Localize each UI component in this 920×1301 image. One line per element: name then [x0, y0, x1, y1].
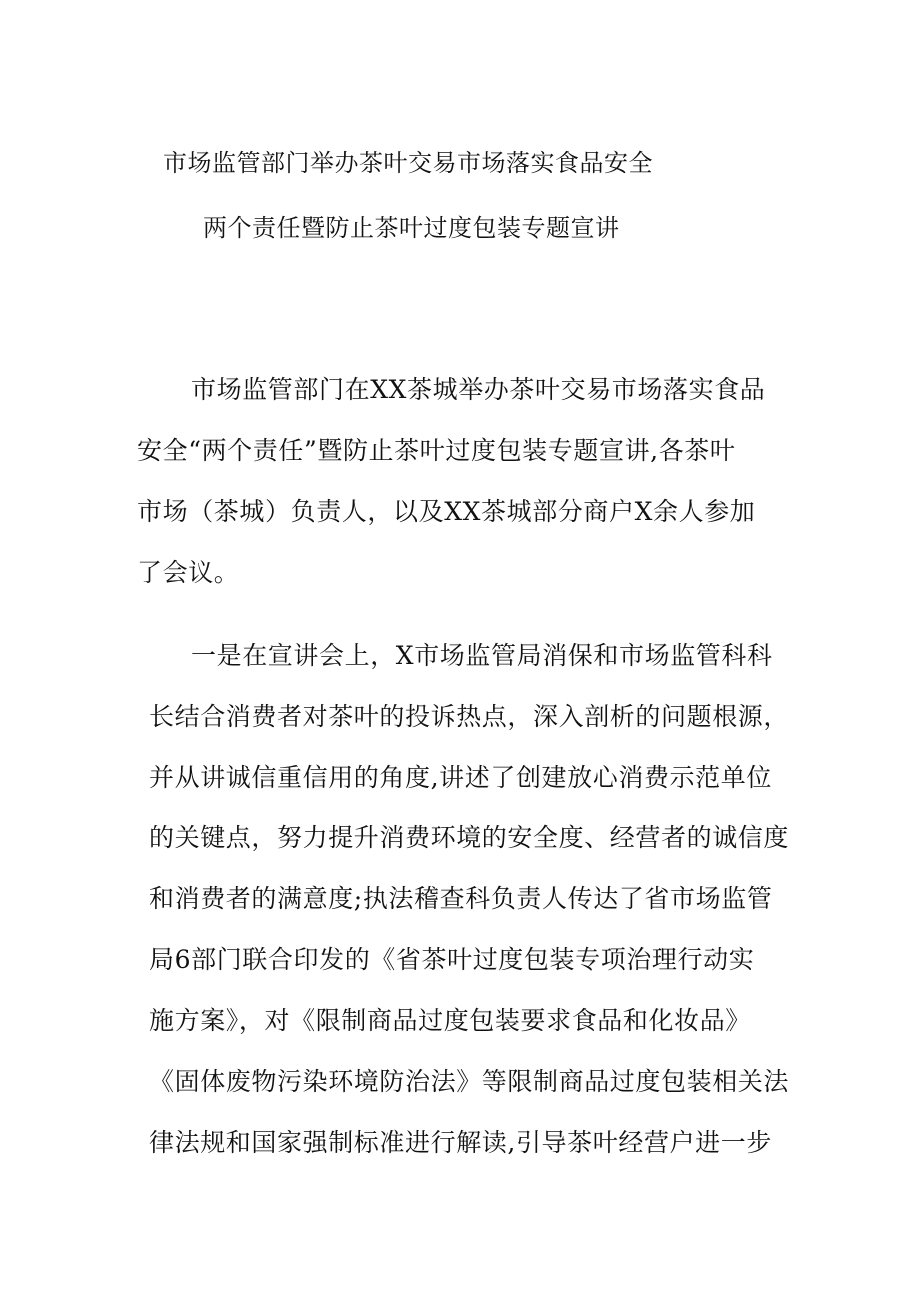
paragraph-1-line-1: 市场监管部门在XX茶城举办茶叶交易市场落实食品 [191, 375, 766, 404]
paragraph-2-line-1: 一是在宣讲会上，X市场监管局消保和市场监管科科 [191, 641, 773, 670]
paragraph-1-line-3: 市场（茶城）负责人，以及XX茶城部分商户X余人参加 [137, 497, 756, 526]
document-title-line-1: 市场监管部门举办茶叶交易市场落实食品安全 [163, 149, 653, 177]
paragraph-2-line-5: 和消费者的满意度;执法稽查科负责人传达了省市场监管 [149, 884, 773, 913]
paragraph-1-line-2: 安全“两个责任”暨防止茶叶过度包装专题宣讲,各茶叶 [137, 436, 736, 465]
paragraph-1-line-4: 了会议。 [137, 558, 240, 587]
paragraph-2-line-3: 并从讲诚信重信用的角度,讲述了创建放心消费示范单位 [149, 763, 772, 792]
paragraph-2-line-6: 局6部门联合印发的《省茶叶过度包装专项治理行动实 [149, 945, 755, 974]
paragraph-2-line-9: 律法规和国家强制标准进行解读,引导茶叶经营户进一步 [149, 1128, 772, 1157]
paragraph-2-line-7: 施方案》，对《限制商品过度包装要求食品和化妆品》 [149, 1006, 751, 1035]
paragraph-2-line-8: 《固体废物污染环境防治法》等限制商品过度包装相关法 [149, 1067, 790, 1096]
paragraph-2-line-2: 长结合消费者对茶叶的投诉热点，深入剖析的问题根源， [149, 702, 790, 731]
paragraph-2-line-4: 的关键点，努力提升消费环境的安全度、经营者的诚信度 [149, 823, 790, 852]
document-title-line-2: 两个责任暨防止茶叶过度包装专题宣讲 [203, 214, 620, 242]
